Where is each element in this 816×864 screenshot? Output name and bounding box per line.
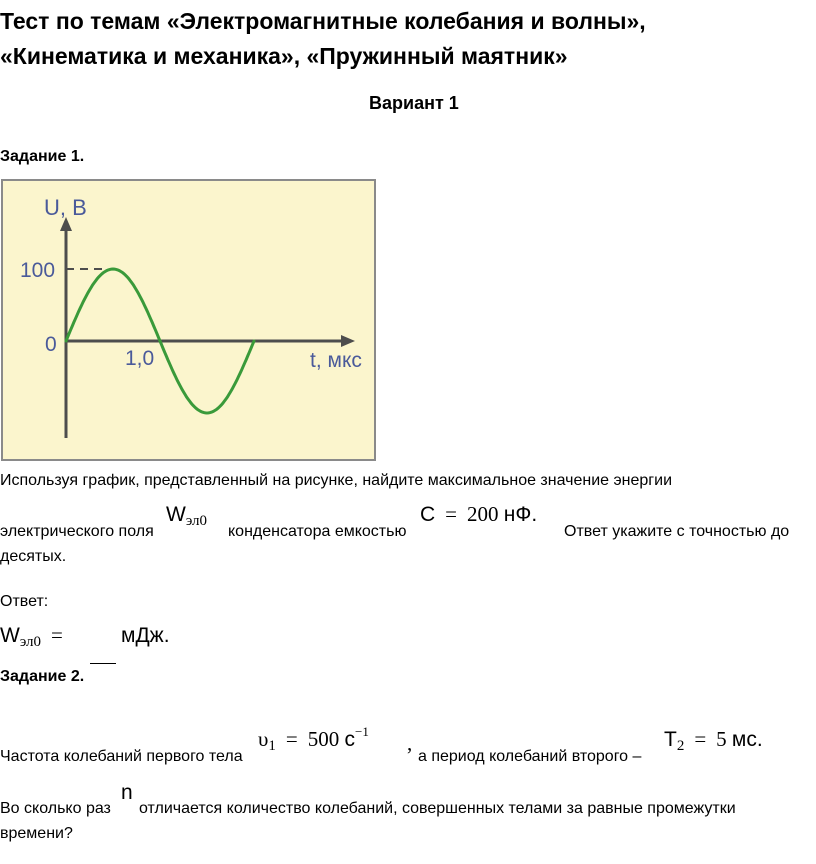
page-title-line-1: Тест по темам «Электромагнитные колебания и волны», (0, 8, 646, 34)
y-tick-label-100: 100 (20, 259, 56, 282)
task2-text-question: Во сколько раз (0, 800, 111, 817)
capacitance-formula: C = 200 нФ. (420, 502, 538, 526)
task1-precision-note: Ответ укажите с точностью до (564, 523, 790, 540)
task1-text-capacitor: конденсатора емкостью (228, 523, 407, 540)
answer-unit: мДж. (121, 624, 170, 647)
y-axis-label: U, В (44, 195, 87, 220)
energy-formula: Wэл0 (166, 503, 207, 529)
answer-formula: Wэл0 = (0, 623, 63, 650)
task2-heading: Задание 2. (0, 668, 85, 685)
x-axis-label: t, мкс (310, 349, 362, 372)
voltage-graph (3, 181, 374, 459)
n-symbol: n (121, 781, 133, 804)
period-formula: T2 = 5 мс. (664, 727, 763, 754)
answer-label: Ответ: (0, 593, 49, 610)
x-tick-label-1: 1,0 (125, 347, 155, 370)
task2-text-question-rest: отличается количество колебаний, совершенных телами за равные промежутки (139, 800, 736, 817)
x-axis-arrow (341, 335, 355, 347)
page-title-line-2: «Кинематика и механика», «Пружинный маятник» (0, 43, 568, 69)
frequency-formula: υ1 = 500 $с^{-1}$ (258, 724, 369, 754)
y-tick-label-0: 0 (45, 333, 57, 356)
answer-blank[interactable] (90, 663, 116, 664)
formula-comma: , (407, 731, 413, 755)
task2-text-time: времени? (0, 825, 73, 842)
variant-heading: Вариант 1 (369, 93, 459, 113)
task2-text-period: а период колебаний второго – (418, 748, 642, 765)
task1-heading: Задание 1. (0, 148, 85, 165)
task1-text-tenths: десятых. (0, 548, 67, 565)
task2-text-frequency: Частота колебаний первого тела (0, 748, 243, 765)
task1-text-field-energy: электрического поля (0, 523, 154, 540)
task1-intro: Используя график, представленный на рисунке, найдите максимальное значение энергии (0, 472, 673, 489)
voltage-graph-panel (1, 179, 376, 461)
